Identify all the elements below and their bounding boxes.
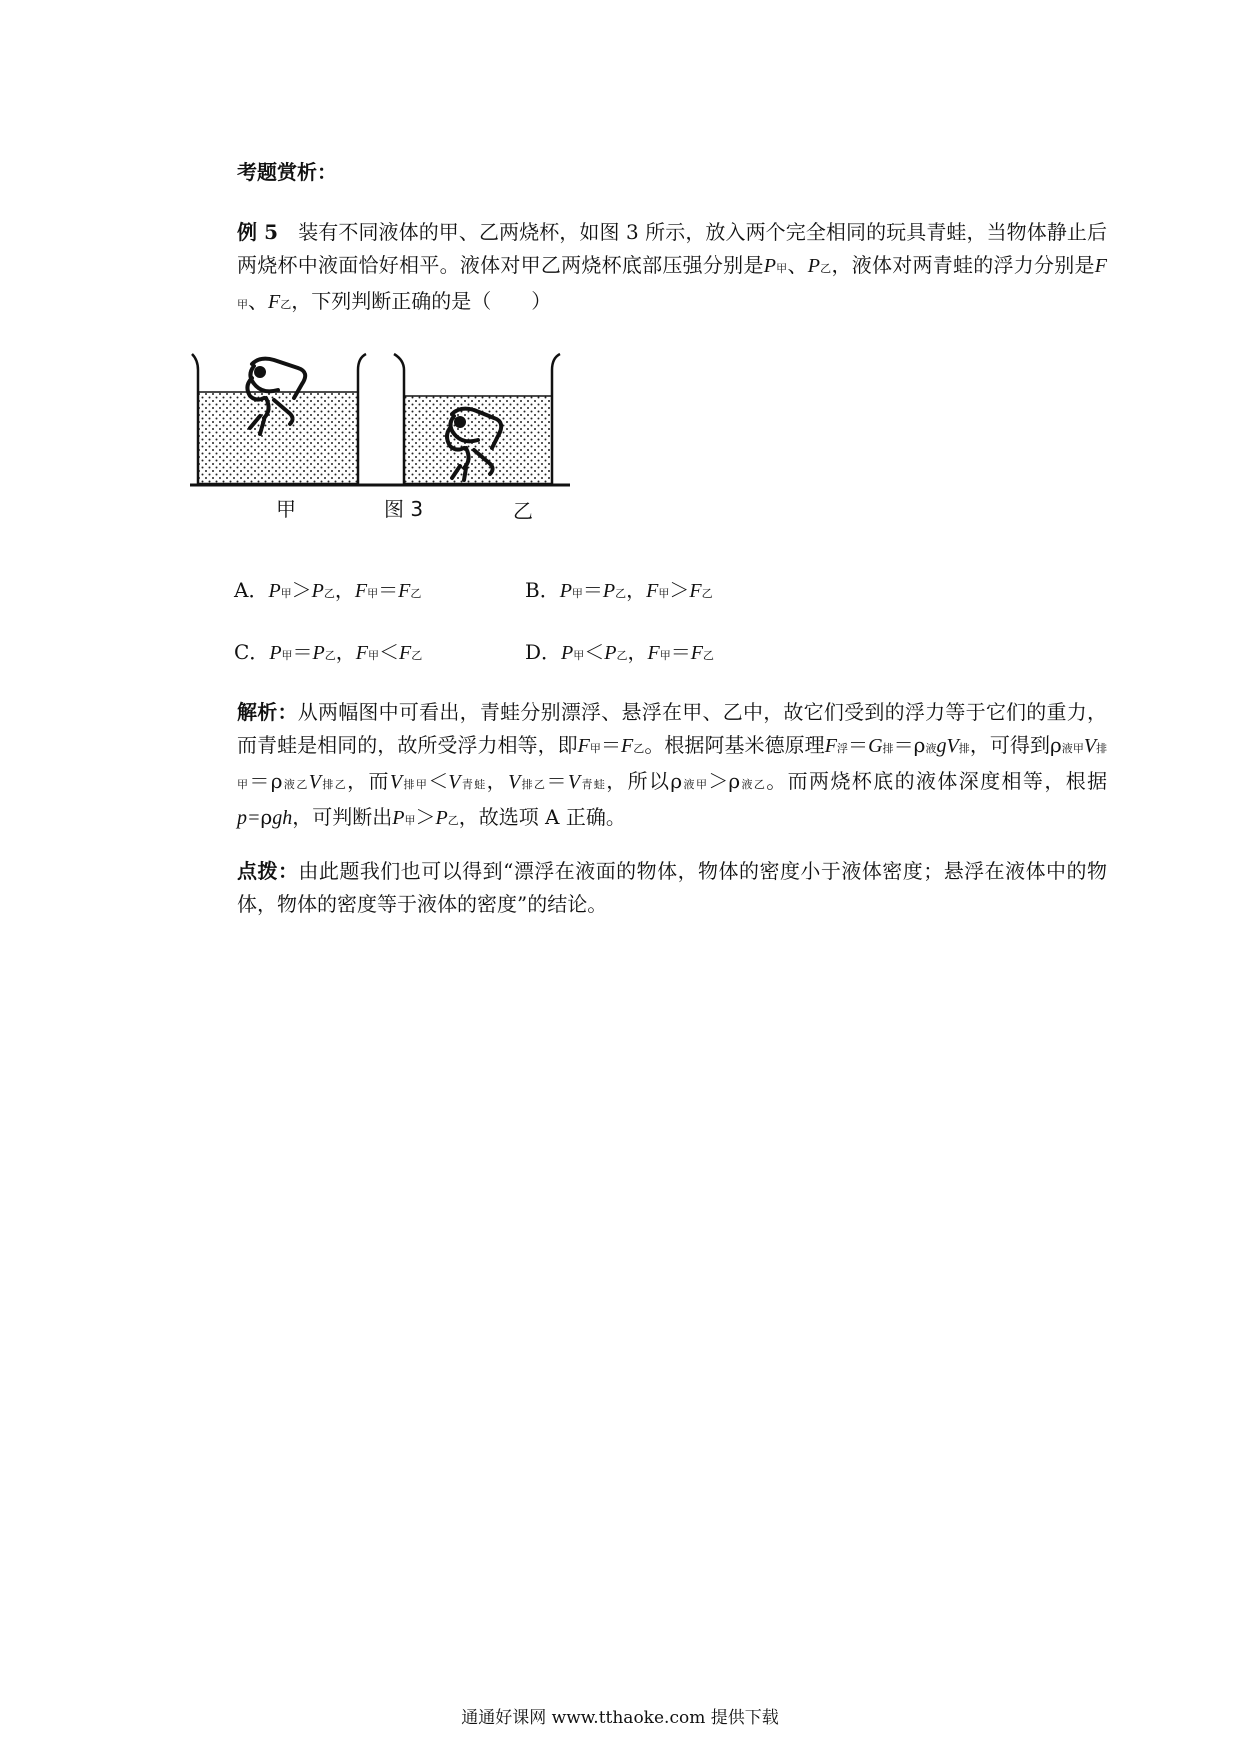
option-d: D．P甲＜P乙，F甲＝F乙 [525,640,714,664]
page-footer: 通通好课网 www.tthaoke.com 提供下载 [461,1708,779,1728]
example-text-1: 装有不同液体的甲、乙两烧杯，如图 3 所示，放入两个完全相同的玩具青蛙，当物体静止后两烧杯中液面恰好相平。液体对甲乙两烧杯底部压强分别是 [237,220,1107,277]
tip-label: 点拨： [237,859,299,883]
section-heading: 考题赏析： [237,160,337,184]
option-a: A．P甲＞P乙，F甲＝F乙 [234,578,422,602]
analysis-paragraph: 解析：从两幅图中可看出，青蛙分别漂浮、悬浮在甲、乙中，故它们受到的浮力等于它们的重力，而青蛙是相同的，故所受浮力相等，即F甲＝F乙。根据阿基米德原理F浮＝G排＝ρ液gV排，可得到ρ液甲V排甲＝ρ液乙V排乙，而V排甲＜V青蛙，V排乙＝V青蛙，所以ρ液甲＞ρ液乙。而两烧杯底的液体深度相等，根据p=ρgh，可判断出P甲＞P乙，故选项 A 正确。 [237,700,1108,829]
label-yi: 乙 [513,499,533,523]
example-label: 例 5 [237,220,279,244]
example-text-3: ，下列判断正确的是（ ） [291,289,552,313]
analysis-label: 解析： [237,700,298,724]
option-b: B．P甲＝P乙，F甲＞F乙 [525,578,713,602]
tip-paragraph [191,855,1107,921]
label-jia: 甲 [276,497,296,521]
example-text-2: ，液体对两青蛙的浮力分别是 [831,253,1095,277]
option-c: C．P甲＝P乙，F甲＜F乙 [234,640,423,664]
tip-text: 由此题我们也可以得到“漂浮在液面的物体，物体的密度小于液体密度；悬浮在液体中的物体，物体的密度等于液体的密度”的结论。 [237,859,1107,916]
figure-caption: 图 3 [384,497,424,521]
example-paragraph: 例 5 装有不同液体的甲、乙两烧杯，如图 3 所示，放入两个完全相同的玩具青蛙，当物体静止后两烧杯中液面恰好相平。液体对甲乙两烧杯底部压强分别是P甲、P乙，液体对两青蛙的浮力分别是F甲、F乙，下列判断正确的是（ ） [237,220,1108,313]
